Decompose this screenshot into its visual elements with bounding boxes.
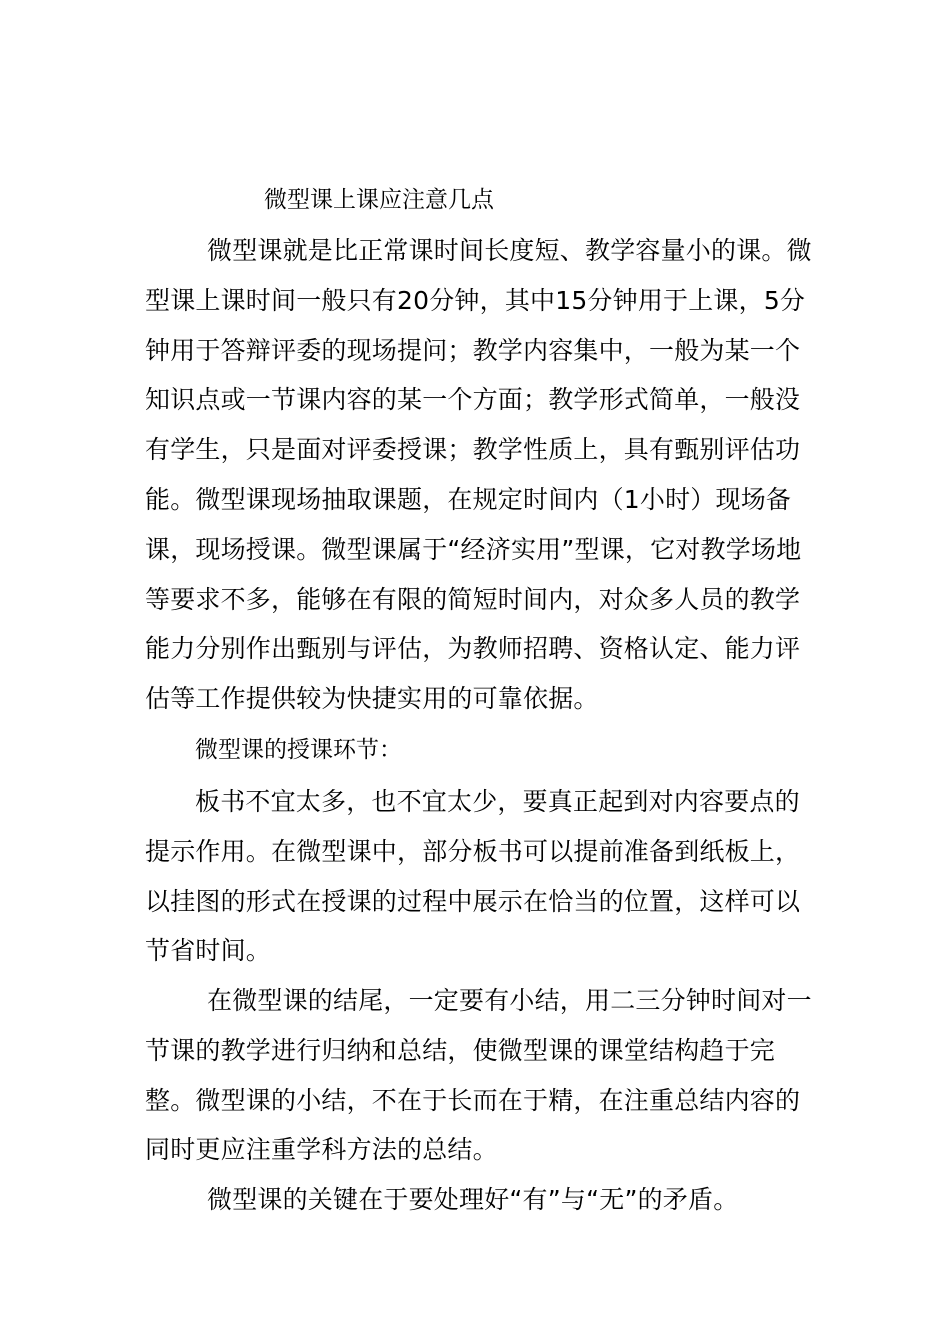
paragraph-summary: 在微型课的结尾，一定要有小结，用二三分钟时间对一节课的教学进行归纳和总结，使微型课的课堂结构趋于完整。微型课的小结，不在于长而在于精，在注重总结内容的同时更应注重学科方法的总结。 [145,986,812,1165]
document-title: 微型课上课应注意几点 [264,187,494,213]
section-heading: 微型课的授课环节： [195,737,402,763]
paragraph-key-point: 微型课的关键在于要处理好“有”与“无”的矛盾。 [207,1185,739,1214]
paragraph-intro: 微型课就是比正常课时间长度短、教学容量小的课。微型课上课时间一般只有20分钟，其中15分钟用于上课，5分钟用于答辩评委的现场提问；教学内容集中，一般为某一个知识点或一节课内容的某一个方面；教学形式简单，一般没有学生，只是面对评委授课；教学性质上，具有甄别评估功能。微型课现场抽取课题，在规定时间内（1小时）现场备课，现场授课。微型课属于“经济实用”型课，它对教学场地等要求不多，能够在有限的简短时间内，对众多人员的教学能力分别作出甄别与评估，为教师招聘、资格认定、能力评估等工作提供较为快捷实用的可靠依据。 [145,236,812,714]
paragraph-blackboard: 板书不宜太多，也不宜太少，要真正起到对内容要点的提示作用。在微型课中，部分板书可以提前准备到纸板上，以挂图的形式在授课的过程中展示在恰当的位置，这样可以节省时间。 [145,787,801,966]
